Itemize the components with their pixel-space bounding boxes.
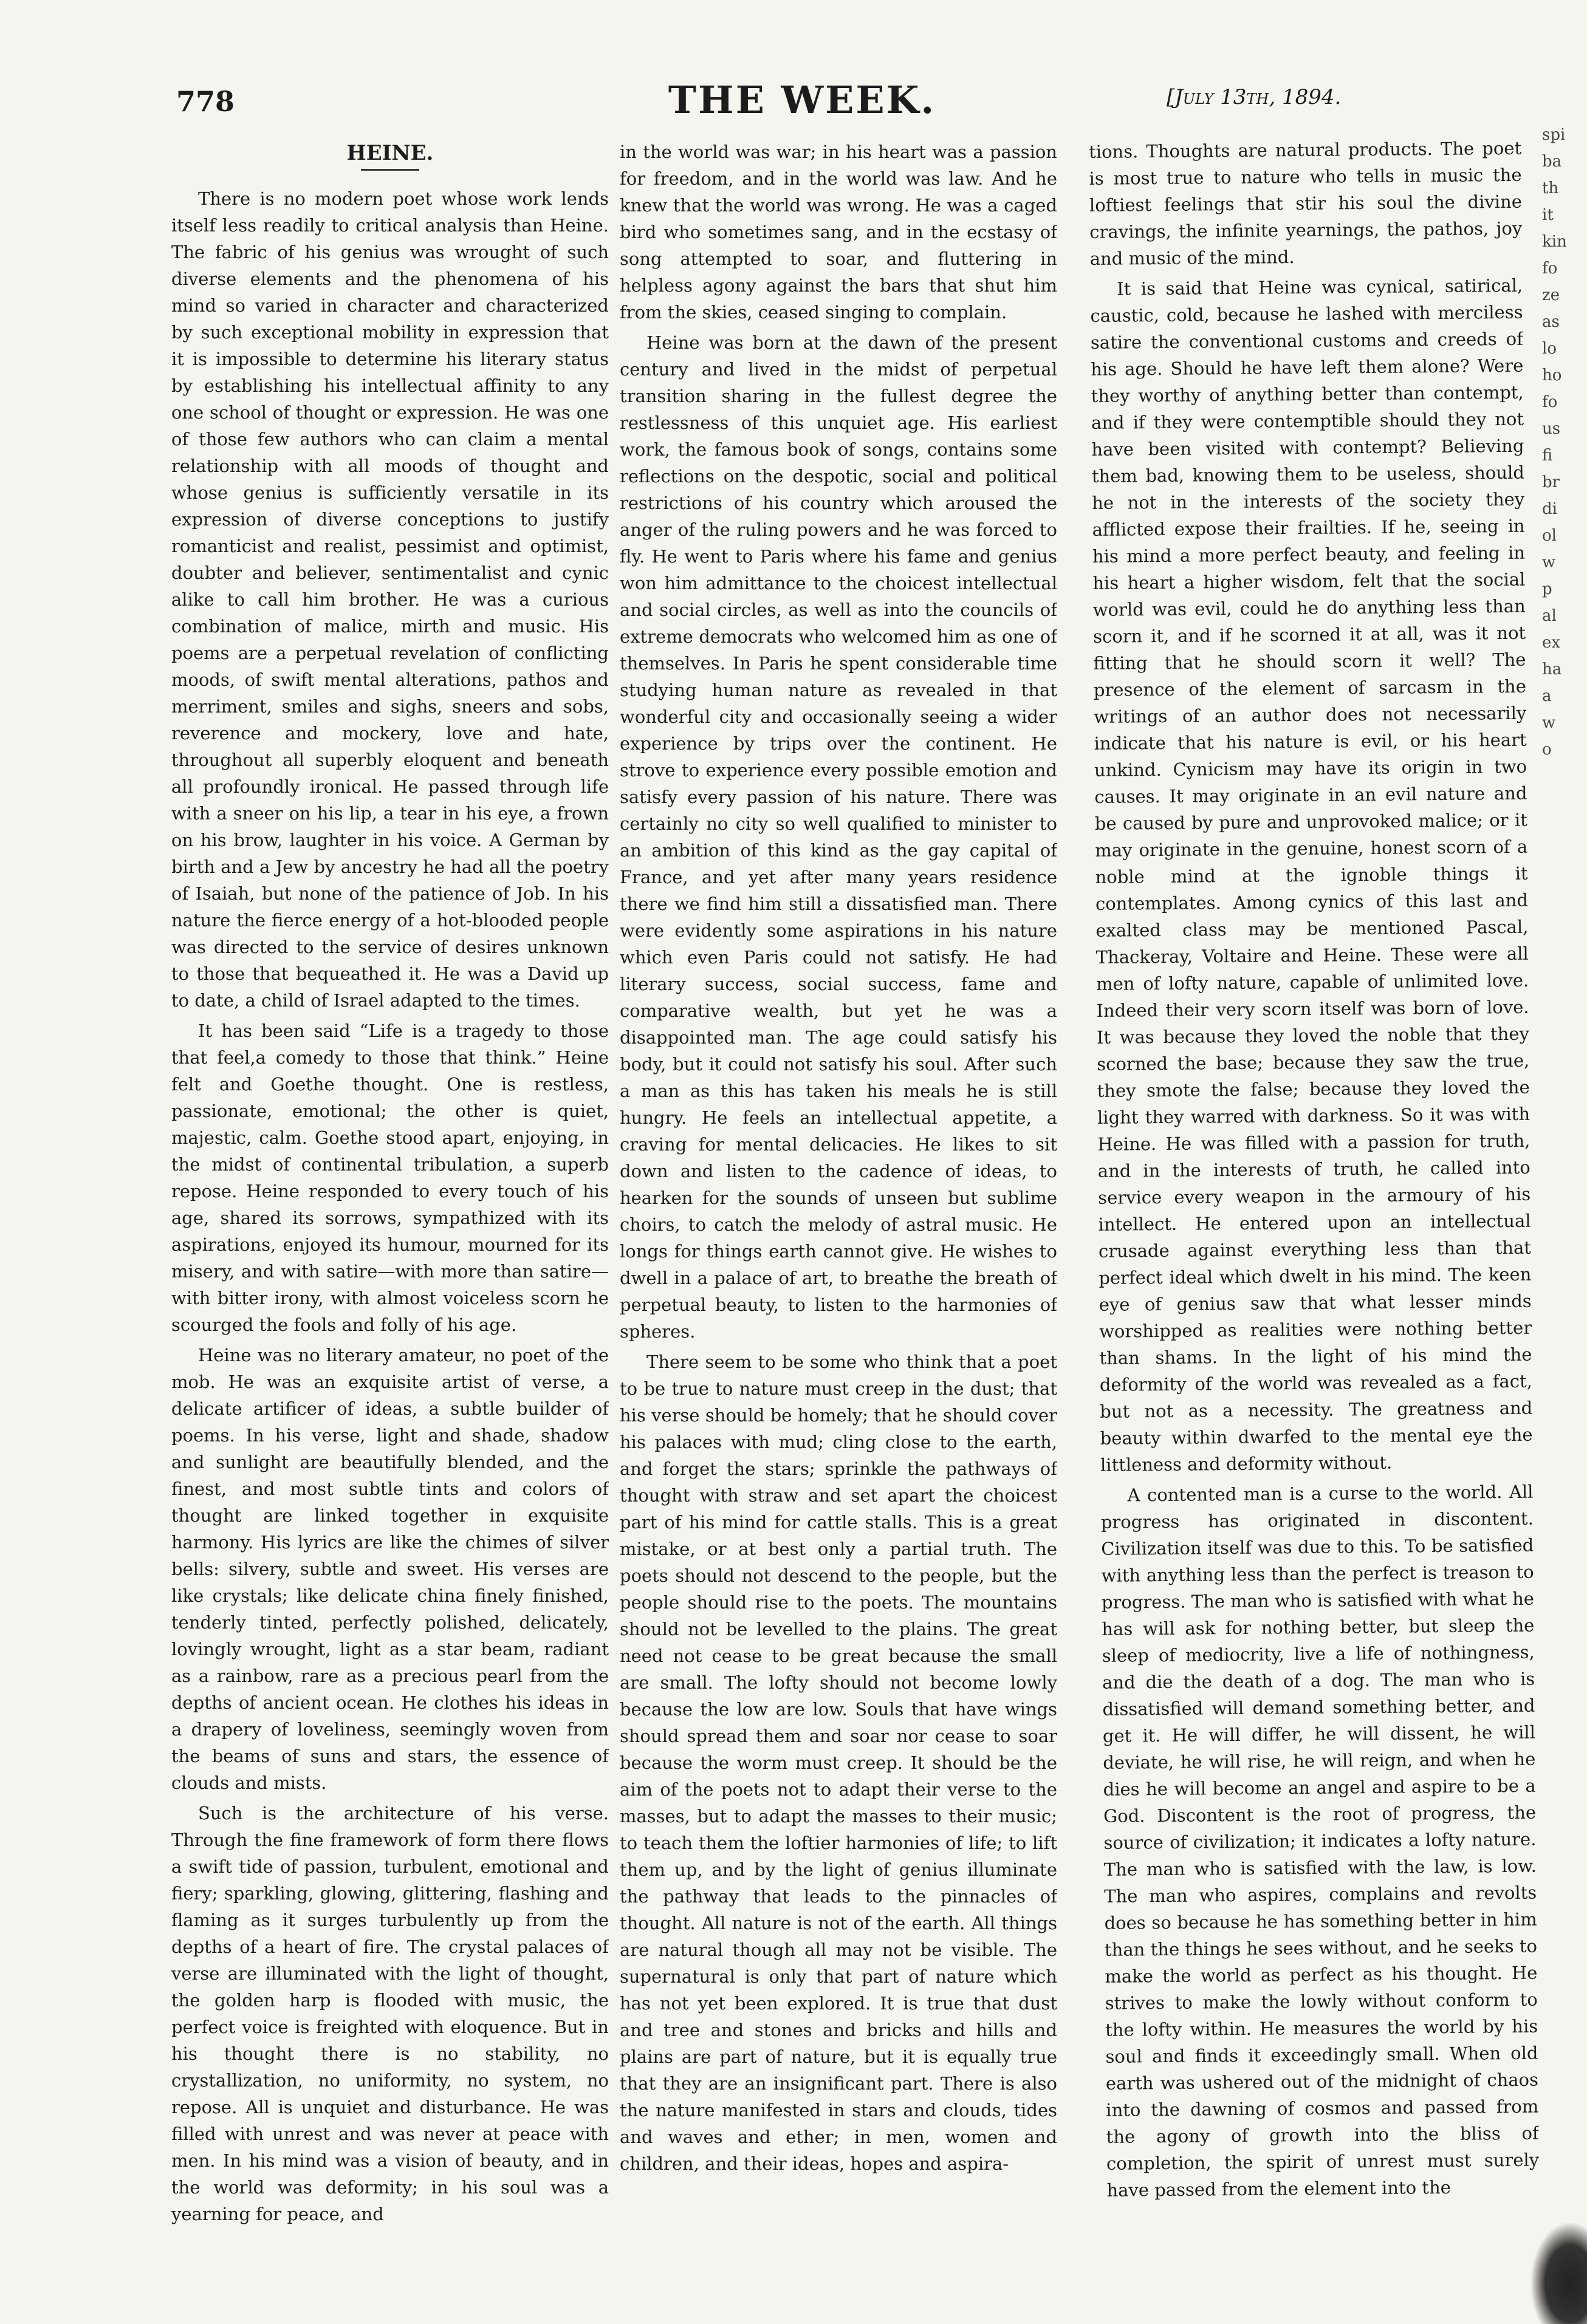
- paragraph: There is no modern poet whose work lends itself less readily to critical analysis than Heine. The fabric of his genius was wrought of such diverse elements and the phenomena of his mind so varied in character and characterized by such exceptional mobility in expression that it is impossible to determine his literary status by establishing his intellectual affinity to any one school of thought or expression. He was one of those few authors who can claim a mental relationship with all moods of thought and whose genius is sufficiently versatile in its expression of diverse conceptions to justify romanticist and realist, pessimist and optimist, doubter and believer, sentimentalist and cynic alike to call him brother. He was a curious combination of malice, mirth and music. His poems are a perpetual revelation of conflicting moods, of swift mental alterations, pathos and merriment, smiles and sighs, sneers and sobs, reverence and mockery, love and hate, throughout all superbly eloquent and beneath all profoundly ironical. He passed through life with a sneer on his lip, a tear in his eye, a frown on his brow, laughter in his voice. A German by birth and a Jew by ancestry he had all the poetry of Isaiah, but none of the patience of Job. In his nature the fierce energy of a hot-blooded people was directed to the service of desires unknown to those that bequeathed it. He was a David up to date, a child of Israel adapted to the times.: [171, 188, 609, 1011]
- adjacent-page-fragment: ex: [1542, 634, 1561, 652]
- paragraph: Such is the architecture of his verse. Through the fine framework of form there flows a swift tide of passion, turbulent, emotional and fiery; sparkling, glowing, glittering, flashing and flaming as it surges turbulently up from the depths of a heart of fire. The crystal palaces of verse are illuminated with the light of thought, the golden harp is flooded with music, the perfect voice is freighted with eloquence. But in his thought there is no stability, no crystallization, no uniformity, no system, no repose. All is unquiet and disturbance. He was filled with unrest and was never at peace with men. In his mind was a vision of beauty, and in the world was deformity; in his soul was a yearning for peace, and: [171, 1803, 609, 2224]
- adjacent-page-fragment: ho: [1542, 366, 1562, 384]
- page-header: [0, 0, 1587, 128]
- article-column-2: [620, 138, 1057, 2301]
- journal-title: THE WEEK.: [668, 78, 936, 122]
- paragraph: There seem to be some who think that a poet to be true to nature must creep in the dust; that his verse should be homely; that he should cover his palaces with mud; cling close to the earth, and forget the stars; sprinkle the pathways of thought with straw and set apart the choicest part of his mind for cattle stalls. This is a great mistake, or at best only a partial truth. The poets should not descend to the people, but the people should rise to the poets. The mountains should not be levelled to the plains. The great need not cease to be great because the small are small. The lofty should not become lowly because the low are low. Souls that have wings should spread them and soar nor cease to soar because the worm must creep. It should be the aim of the poets not to adapt their verse to the masses, but to adapt the masses to their music; to teach them the loftier harmonies of life; to lift them up, and by the light of genius illuminate the pathway that leads to the pinnacles of thought. All nature is not of the earth. All things are natural though all may not be visible. The supernatural is only that part of nature which has not yet been explored. It is true that dust and tree and stones and bricks and hills and plains are part of nature, but it is equally true that they are an insignificant part. There is also the nature manifested in stars and clouds, tides and waves and ether; in men, women and children, and their ideas, hopes and aspira-: [620, 1352, 1057, 2174]
- title-divider: [361, 169, 419, 171]
- paragraph: tions. Thoughts are natural products. The poet is most true to nature who tells in music the loftiest feelings that stir his soul the divine cravings, the infinite yearnings, the pathos, joy and music of the mind.: [1089, 137, 1523, 269]
- paragraph: Heine was no literary amateur, no poet of the mob. He was an exquisite artist of verse, a delicate artificer of ideas, a subtle builder of poems. In his verse, light and shade, shadow and sunlight are beautifully blended, and the finest, and most subtle tints and colors of thought are linked together in exquisite harmony. His lyrics are like the chimes of silver bells: silvery, subtle and sweet. His verses are like crystals; like delicate china finely finished, tenderly tinted, perfectly polished, delicately, lovingly wrought, light as a star beam, radiant as a rainbow, rare as a precious pearl from the depths of ancient ocean. He clothes his ideas in a drapery of loveliness, seemingly woven from the beams of suns and stars, the essence of clouds and mists.: [171, 1345, 609, 1793]
- adjacent-page-fragment: as: [1542, 313, 1560, 331]
- adjacent-page-edge: [1542, 121, 1587, 1883]
- adjacent-page-fragment: w: [1542, 714, 1556, 732]
- adjacent-page-fragment: kin: [1542, 233, 1567, 251]
- paragraph: It is said that Heine was cynical, satirical, caustic, cold, because he lashed with merciless satire the conventional customs and creeds of his age. Should he have left them alone? Were they worthy of anything better than contempt, and if they were contemptible should they not have been visited with contempt? Believing them bad, knowing them to be useless, should he not in the interests of the society they afflicted expose their frailties. If he, seeing in his mind a more perfect beauty, and feeling in his heart a higher wisdom, felt that the social world was evil, could he do anything less than scorn it, and if he scorned it at all, was it not fitting that he should scorn it well? The presence of the element of sarcasm in the writings of an author does not necessarily indicate that his nature is evil, or his heart unkind. Cynicism may have its origin in two causes. It may originate in an evil nature and be caused by pure and unprovoked malice; or it may originate in the genuine, honest scorn of a noble mind at the ignoble things it contemplates. Among cynics of this last and exalted class may be mentioned Pascal, Thackeray, Voltaire and Heine. These were all men of lofty nature, capable of unlimited love. Indeed their very scorn itself was born of love. It was because they loved the noble that they scorned the base; because they saw the true, they smote the false; because they loved the light they warred with darkness. So it was with Heine. He was filled with a passion for truth, and in the interests of truth, he called into service every weapon in the armoury of his intellect. He entered upon an intellectual crusade against everything less than that perfect ideal which dwelt in his mind. The keen eye of genius saw that what lesser minds worshipped as realities were nothing better than shams. In the light of his mind the deformity of the world was revealed as a fact, but not as a necessity. The greatness and beauty within dwarfed to the mental eye the littleness and deformity without.: [1090, 275, 1533, 1475]
- paragraph: A contented man is a curse to the world. All progress has originated in discontent. Civilization itself was due to this. To be satisfied with anything less than the perfect is treason to progress. The man who is satisfied with what he has will ask for nothing better, but sleep the sleep of mediocrity, live a life of nothingness, and die the death of a dog. The man who is dissatisfied will demand something better, and get it. He will differ, he will dissent, he will deviate, he will rise, he will reign, and when he dies he will become an angel and aspire to be a God. Discontent is the root of progress, the source of civilization; it indicates a lofty nature. The man who is satisfied with the law, is low. The man who aspires, complains and revolts does so because he has something better in him than the things he sees without, and he seeks to make the world as perfect as his thought. He strives to make the lowly without conform to the lofty within. He measures the world by his soul and finds it exceedingly small. When old earth was ushered out of the midnight of chaos into the dawning of cosmos and passed from the agony of growth into the bliss of completion, the spirit of unrest must surely have passed from the element into the: [1100, 1481, 1540, 2201]
- adjacent-page-fragment: al: [1542, 607, 1557, 625]
- adjacent-page-fragment: ha: [1542, 660, 1562, 678]
- adjacent-page-fragment: ol: [1542, 527, 1557, 545]
- adjacent-page-fragment: fi: [1542, 446, 1553, 465]
- page-number: 778: [176, 85, 235, 118]
- adjacent-page-fragment: spi: [1542, 126, 1566, 144]
- adjacent-page-fragment: lo: [1542, 340, 1557, 358]
- adjacent-page-fragment: fo: [1542, 259, 1558, 278]
- paragraph: in the world was war; in his heart was a passion for freedom, and in the world was law. And he knew that the world was wrong. He was a caged bird who sometimes sang, and in the ecstasy of song attempted to soar, and fluttering in helpless agony against the bars that shut him from the skies, ceased singing to complain.: [620, 142, 1057, 323]
- adjacent-page-fragment: di: [1542, 500, 1557, 518]
- adjacent-page-fragment: w: [1542, 553, 1556, 572]
- adjacent-page-fragment: o: [1542, 740, 1552, 759]
- adjacent-page-fragment: ze: [1542, 286, 1560, 304]
- adjacent-page-fragment: a: [1542, 687, 1552, 705]
- adjacent-page-fragment: p: [1542, 580, 1552, 598]
- adjacent-page-fragment: ba: [1542, 152, 1562, 171]
- issue-date: [July 13th, 1894.: [1167, 85, 1342, 109]
- article-column-1: [171, 138, 609, 2301]
- article-title: HEINE.: [346, 141, 434, 165]
- paragraph: Heine was born at the dawn of the present century and lived in the midst of perpetual transition sharing in the fullest degree the restlessness of this unquiet age. His earliest work, the famous book of songs, contains some reflections on the despotic, social and political restrictions of his country which aroused the anger of the ruling powers and he was forced to fly. He went to Paris where his fame and genius won him admittance to the choicest intellectual and social circles, as well as into the councils of extreme democrats who welcomed him as one of themselves. In Paris he spent considerable time studying human nature as revealed in that wonderful city and occasionally seeing a wider experience by trips over the continent. He strove to experience every possible emotion and satisfy every passion of his nature. There was certainly no city so well qualified to minister to an ambition of this kind as the gay capital of France, and yet after many years residence there we find him still a dissatisfied man. There were evidently some aspirations in his nature which even Paris could not satisfy. He had literary success, social success, fame and comparative wealth, but yet he was a disappointed man. The age could satisfy his body, but it could not satisfy his soul. After such a man as this has taken his meals he is still hungry. He feels an intellectual appetite, a craving for mental delicacies. He likes to sit down and listen to the cadence of ideas, to hearken for the sounds of unseen but sublime choirs, to catch the melody of astral music. He longs for things earth cannot give. He wishes to dwell in a palace of art, to breathe the breath of perpetual beauty, to listen to the harmonies of spheres.: [620, 332, 1057, 1342]
- adjacent-page-fragment: us: [1542, 420, 1561, 438]
- adjacent-page-fragment: fo: [1542, 393, 1558, 411]
- adjacent-page-fragment: th: [1542, 179, 1559, 197]
- adjacent-page-fragment: it: [1542, 206, 1554, 224]
- adjacent-page-fragment: br: [1542, 473, 1560, 491]
- article-column-3: [1089, 135, 1540, 2301]
- ink-blot: [1531, 2223, 1587, 2324]
- paragraph: It has been said “Life is a tragedy to those that feel,a comedy to those that think.” Heine felt and Goethe thought. One is restless, passionate, emotional; the other is quiet, majestic, calm. Goethe stood apart, enjoying, in the midst of continental tribulation, a superb repose. Heine responded to every touch of his age, shared its sorrows, sympathized with its aspirations, enjoyed its humour, mourned for its misery, and with satire—with more than satire—with bitter irony, with almost voiceless scorn he scourged the fools and folly of his age.: [171, 1020, 609, 1335]
